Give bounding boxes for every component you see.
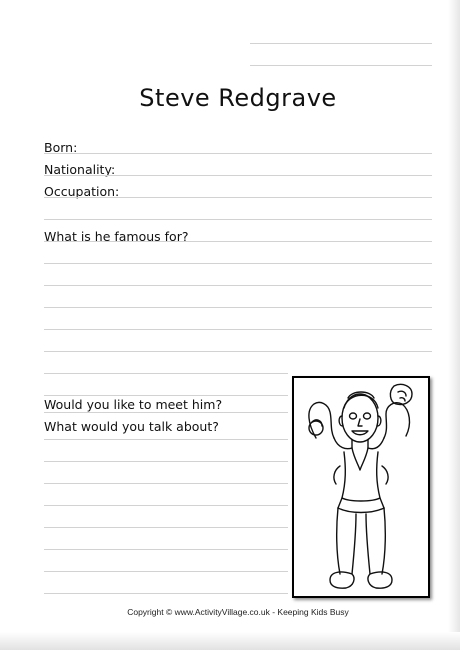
- writing-line: [44, 483, 288, 484]
- writing-line: [44, 549, 288, 550]
- writing-line: [44, 175, 432, 176]
- meet-question: Would you like to meet him?: [44, 397, 223, 412]
- writing-line: [44, 241, 432, 242]
- writing-line: [44, 439, 288, 440]
- writing-line: [44, 197, 432, 198]
- portrait-frame: [292, 376, 430, 598]
- nationality-label: Nationality:: [44, 162, 116, 177]
- talk-about-question: What would you talk about?: [44, 419, 219, 434]
- writing-line: [44, 153, 432, 154]
- writing-line: [44, 307, 432, 308]
- writing-line: [44, 593, 288, 594]
- page-shadow-right: [448, 0, 460, 650]
- writing-line: [44, 395, 288, 396]
- athlete-illustration: [294, 378, 428, 596]
- occupation-label: Occupation:: [44, 184, 120, 199]
- writing-line: [44, 351, 432, 352]
- header-line-2: [250, 65, 432, 66]
- copyright-footer: Copyright © www.ActivityVillage.co.uk - Keeping Kids Busy: [127, 607, 349, 617]
- writing-line: [44, 461, 288, 462]
- writing-line: [44, 285, 432, 286]
- writing-line: [44, 571, 288, 572]
- writing-line: [44, 329, 432, 330]
- writing-line: [44, 373, 288, 374]
- writing-line: [44, 412, 288, 413]
- writing-line: [44, 263, 432, 264]
- born-label: Born:: [44, 140, 78, 155]
- header-line-1: [250, 43, 432, 44]
- writing-line: [44, 505, 288, 506]
- writing-line: [44, 219, 432, 220]
- page-shadow-bottom: [0, 632, 460, 650]
- writing-line: [44, 527, 288, 528]
- page-title: Steve Redgrave: [139, 84, 337, 112]
- famous-for-question: What is he famous for?: [44, 229, 189, 244]
